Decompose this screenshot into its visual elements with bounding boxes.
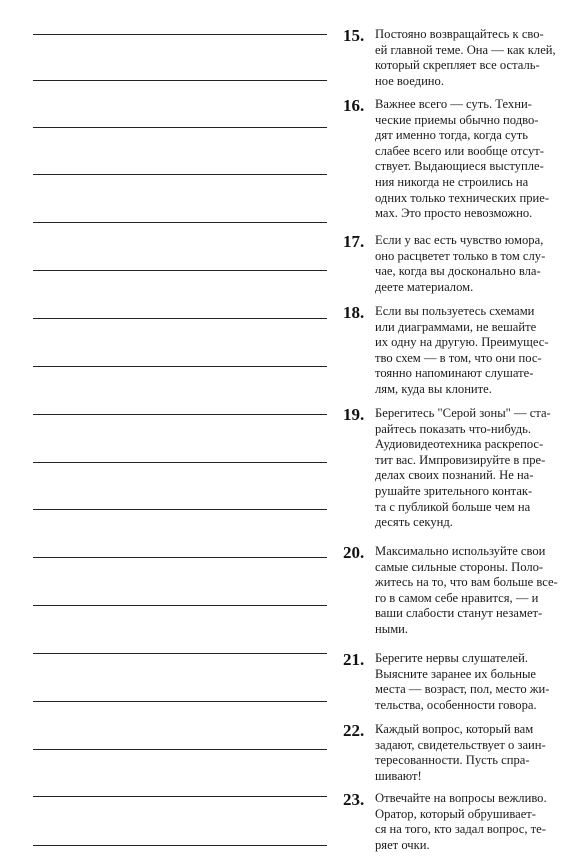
tip-text-line: ное воедино. [375, 73, 444, 88]
tip-text-line: лям, куда вы клоните. [375, 381, 492, 396]
tip-text-line: шивают! [375, 768, 422, 783]
tip-text-line: деете материалом. [375, 279, 474, 294]
tip-text-line: десять секунд. [375, 515, 453, 530]
tip-text [375, 233, 561, 295]
tip-text-line: самые сильные стороны. Поло- [375, 559, 544, 574]
note-line [33, 34, 327, 35]
note-line [33, 605, 327, 606]
tip-text [375, 406, 561, 531]
tip-text-line: ния никогда не строились на [375, 174, 529, 189]
tip-text [375, 651, 561, 713]
tip-text-line: ся на того, кто задал вопрос, те- [375, 822, 546, 837]
tip-text-line: ствует. Выдающиеся выступле- [375, 159, 544, 174]
note-line [33, 366, 327, 367]
tip-text-line: ческие приемы обычно подво- [375, 112, 539, 127]
tip-text-line: тоянно напоминают слушате- [375, 366, 534, 381]
note-line [33, 653, 327, 654]
tip-text-line: или диаграммами, не вешайте [375, 319, 537, 334]
tip-text-line: житесь на то, что вам больше все- [375, 575, 558, 590]
tip-text [375, 722, 561, 784]
tip-text-line: Оратор, который обрушивает- [375, 806, 536, 821]
tip-text-line: задают, свидетельствует о заин- [375, 737, 546, 752]
tip-text-line: тельства, особенности говора. [375, 697, 537, 712]
tip-number: 20. [343, 543, 365, 562]
tip-text-line: тво схем — в том, что они пос- [375, 350, 542, 365]
tip-text-line: мах. Это просто невозможно. [375, 206, 533, 221]
tip-text [375, 27, 561, 89]
note-line [33, 749, 327, 750]
tip-text [375, 97, 561, 222]
tip-text-line: ными. [375, 621, 409, 636]
tip-text-line: Если вы пользуетесь схемами [375, 304, 535, 318]
tip-text-line: ваши слабости станут незамет- [375, 606, 543, 621]
tip-text-line: Каждый вопрос, который вам [375, 722, 534, 736]
tip-text-line: го в самом себе нравится, — и [375, 590, 539, 605]
tip-text-line: их одну на другую. Преимущес- [375, 335, 549, 350]
tip-text [375, 544, 561, 638]
tip-text-line: который скрепляет все осталь- [375, 58, 540, 73]
tip-text-line: делах своих познаний. Не на- [375, 468, 534, 483]
note-line [33, 270, 327, 271]
tip-text-line: рушайте зрительного контак- [375, 483, 533, 498]
tip-text-line: Отвечайте на вопросы вежливо. [375, 791, 547, 805]
tip-text-line: Максимально используйте свои [375, 544, 546, 558]
note-line [33, 80, 327, 81]
tip-text-line: слабее всего или вообще отсут- [375, 143, 544, 158]
note-line [33, 414, 327, 415]
tip-text-line: места — возраст, пол, место жи- [375, 682, 550, 697]
tip-text-line: Важнее всего — суть. Техни- [375, 97, 532, 111]
tip-text-line: та с публикой больше чем на [375, 499, 531, 514]
note-line [33, 174, 327, 175]
tip-text-line: Берегите нервы слушателей. [375, 651, 529, 665]
tip-number: 22. [343, 721, 365, 740]
note-line [33, 509, 327, 510]
note-line [33, 127, 327, 128]
tip-text-line: тересованности. Пусть спра- [375, 753, 530, 768]
tip-number: 21. [343, 650, 365, 669]
tip-text-line: Постояно возвращайтесь к сво- [375, 27, 544, 41]
tip-text-line: райтесь показать что-нибудь. [375, 421, 532, 436]
tip-text-line: Если у вас есть чувство юмора, [375, 233, 544, 247]
tip-number: 23. [343, 790, 365, 809]
tip-text-line: тит вас. Импровизируйте в пре- [375, 452, 546, 467]
tip-text-line: Аудиовидеотехника раскрепос- [375, 437, 544, 452]
note-line [33, 796, 327, 797]
note-line [33, 462, 327, 463]
note-line [33, 318, 327, 319]
tip-number: 16. [343, 96, 365, 115]
tip-text-line: дят именно тогда, когда суть [375, 128, 528, 143]
tip-text [375, 304, 561, 398]
note-line [33, 701, 327, 702]
tip-number: 18. [343, 303, 365, 322]
tip-text-line: одних только технических прие- [375, 190, 550, 205]
tip-text [375, 791, 561, 853]
note-line [33, 557, 327, 558]
note-line [33, 222, 327, 223]
tip-text-line: оно расцветет только в том слу- [375, 248, 546, 263]
tip-text-line: Выясните заранее их больные [375, 666, 537, 681]
tip-text-line: ряет очки. [375, 837, 430, 852]
note-line [33, 845, 327, 846]
tip-text-line: ей главной теме. Она — как клей, [375, 42, 556, 57]
tip-number: 17. [343, 232, 365, 251]
tip-number: 15. [343, 26, 365, 45]
tip-number: 19. [343, 405, 365, 424]
tip-text-line: чае, когда вы досконально вла- [375, 264, 541, 279]
tip-text-line: Берегитесь "Серой зоны" — ста- [375, 406, 551, 420]
